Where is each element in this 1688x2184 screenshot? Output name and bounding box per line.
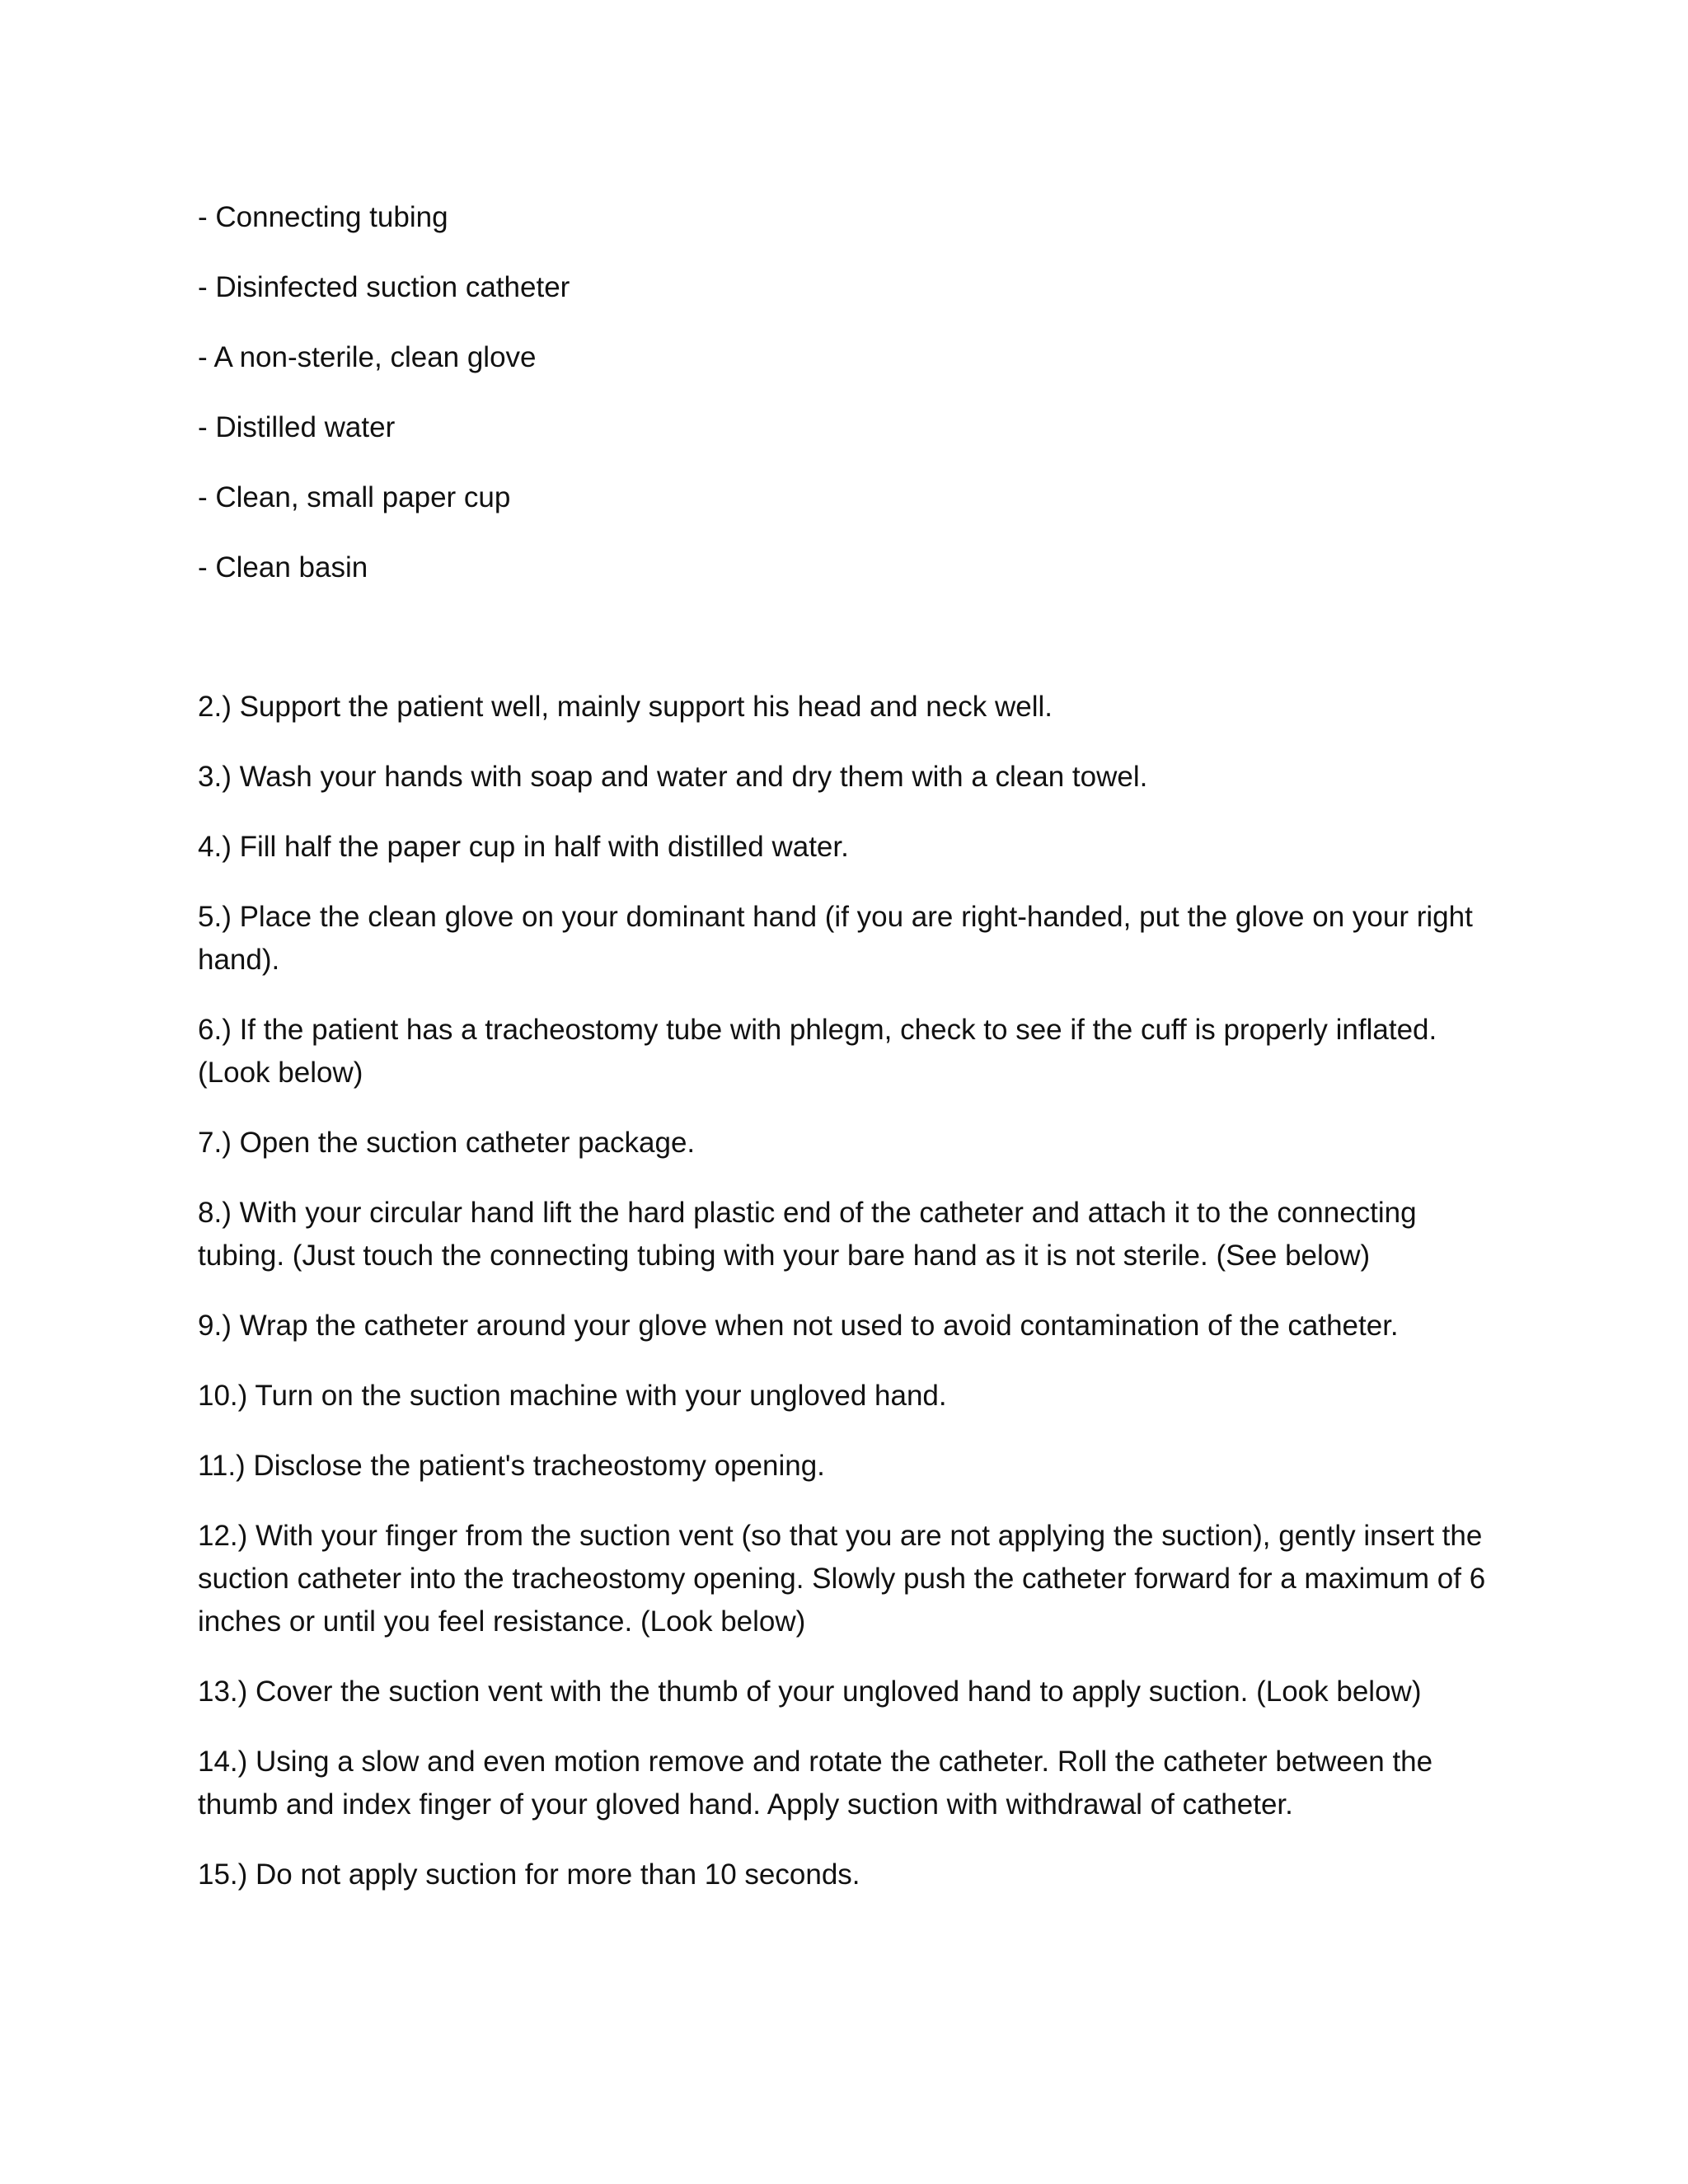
step-7: 7.) Open the suction catheter package. [198, 1127, 696, 1159]
section-spacer [198, 616, 1500, 686]
supply-item: - Distilled water [198, 411, 396, 443]
step-13: 13.) Cover the suction vent with the thumb of your ungloved hand to apply suction. (Look below) [198, 1675, 1422, 1708]
step-6: 6.) If the patient has a tracheostomy tube with phlegm, check to see if the cuff is properly inflated. (Look below) [198, 1014, 1437, 1089]
supply-item: - Clean, small paper cup [198, 481, 511, 513]
document-body [198, 196, 1500, 1924]
supply-item: - A non-sterile, clean glove [198, 341, 537, 373]
step-11: 11.) Disclose the patient's tracheostomy opening. [198, 1450, 825, 1482]
supply-list [198, 196, 1500, 589]
supply-item: - Disinfected suction catheter [198, 271, 570, 303]
step-9: 9.) Wrap the catheter around your glove when not used to avoid contamination of the catheter. [198, 1310, 1399, 1342]
supply-item: - Connecting tubing [198, 201, 448, 233]
supply-item: - Clean basin [198, 551, 368, 583]
step-3: 3.) Wash your hands with soap and water and dry them with a clean towel. [198, 761, 1148, 793]
step-2: 2.) Support the patient well, mainly support his head and neck well. [198, 691, 1053, 723]
step-12: 12.) With your finger from the suction vent (so that you are not applying the suction), gently insert the suction catheter into the tracheostomy opening. Slowly push the catheter forward for a maximum of 6 inches or until you feel resistance. (Look below) [198, 1520, 1486, 1638]
step-8: 8.) With your circular hand lift the hard plastic end of the catheter and attach it to the connecting tubing. (Just touch the connecting tubing with your bare hand as it is not sterile. (See below) [198, 1197, 1417, 1272]
step-10: 10.) Turn on the suction machine with your ungloved hand. [198, 1380, 947, 1412]
step-list [198, 686, 1500, 1896]
step-4: 4.) Fill half the paper cup in half with distilled water. [198, 831, 849, 863]
step-5: 5.) Place the clean glove on your dominant hand (if you are right-handed, put the glove on your right hand). [198, 901, 1473, 976]
step-15: 15.) Do not apply suction for more than 10 seconds. [198, 1858, 860, 1891]
step-14: 14.) Using a slow and even motion remove and rotate the catheter. Roll the catheter between the thumb and index finger of your gloved hand. Apply suction with withdrawal of catheter. [198, 1746, 1433, 1821]
